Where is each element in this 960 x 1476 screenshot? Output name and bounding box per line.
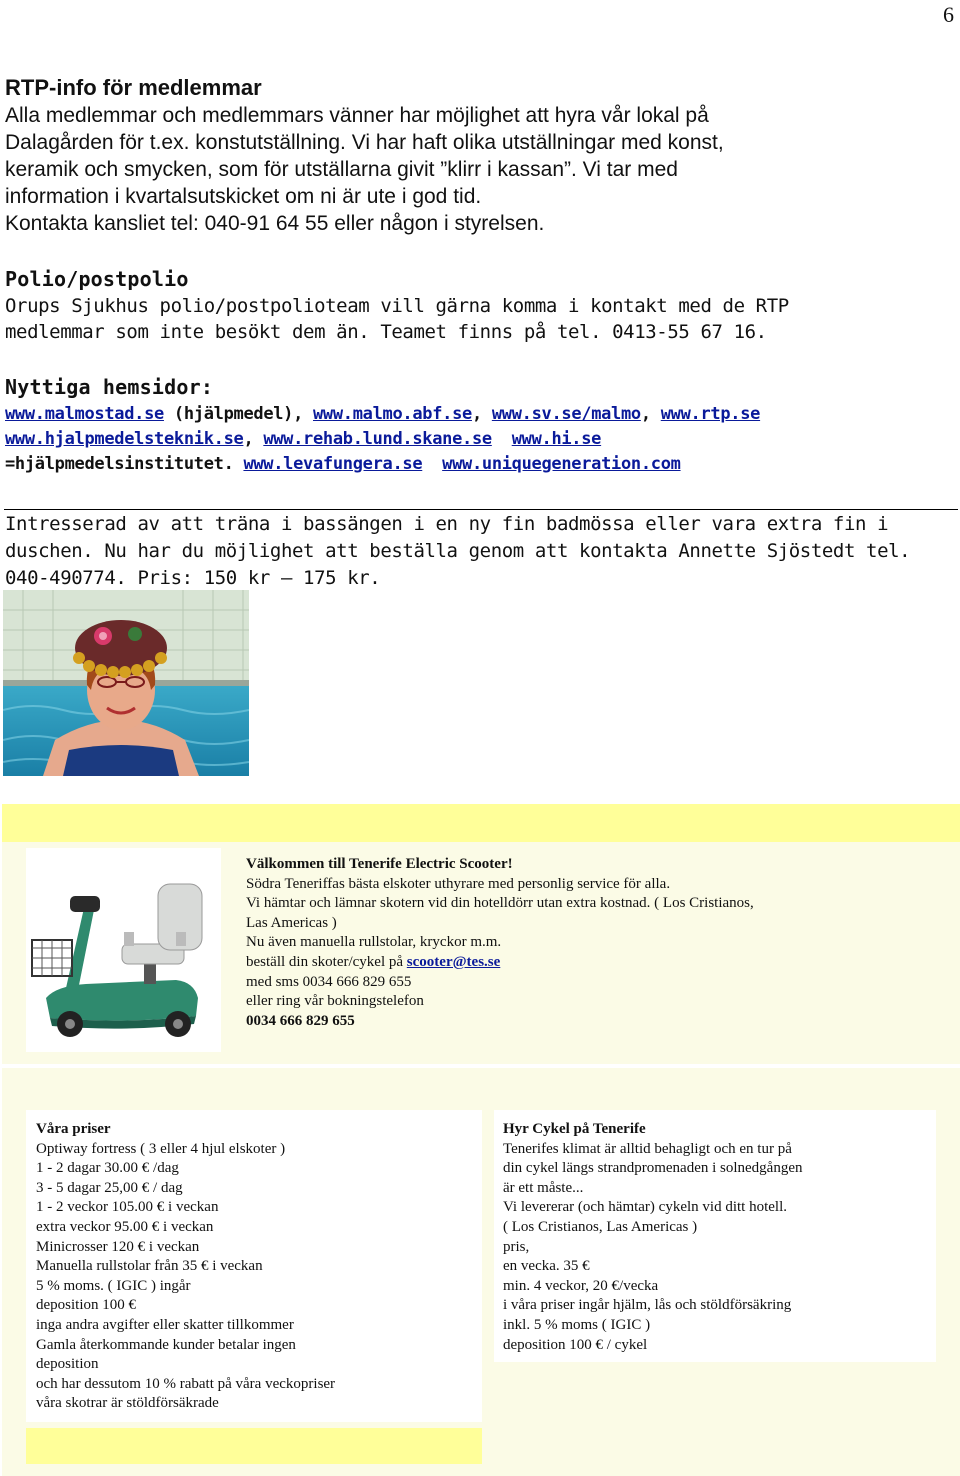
scooter-ad-order-line: [246, 953, 958, 973]
links-line: [5, 402, 955, 427]
link-sep: ,: [471, 404, 492, 424]
swim-cap-line: duschen. Nu har du möjlighet att beställa genom att kontakta Annette Sjöstedt tel.: [5, 540, 911, 562]
link-sv-malmo[interactable]: www.sv.se/malmo: [491, 404, 641, 424]
price-line: deposition 100 €: [36, 1297, 136, 1314]
link-malmostad[interactable]: www.malmostad.se: [5, 404, 164, 424]
price-line: Minicrosser 120 € i veckan: [36, 1238, 200, 1255]
bike-line: i våra priser ingår hjälm, lås och stöldförsäkring: [503, 1297, 792, 1314]
scooter-icon: [26, 848, 221, 1052]
bike-line: Vi levererar (och hämtar) cykeln vid ditt hotell.: [503, 1199, 787, 1216]
bike-line: ( Los Cristianos, Las Americas ): [503, 1218, 698, 1235]
swim-cap-line: Intresserad av att träna i bassängen i en ny fin badmössa eller vara extra fin i: [5, 513, 889, 535]
scooter-ad-line: Nu även manuella rullstolar, kryckor m.m.: [246, 934, 502, 951]
link-hi[interactable]: www.hi.se: [511, 429, 602, 449]
scooter-image-frame: [26, 848, 221, 1052]
links-section: [5, 374, 955, 477]
link-uniquegeneration[interactable]: www.uniquegeneration.com: [442, 454, 681, 474]
price-line: 3 - 5 dagar 25,00 € / dag: [36, 1179, 183, 1196]
links-heading: Nyttiga hemsidor:: [5, 375, 214, 399]
link-sep: ,: [243, 429, 264, 449]
bike-text: [503, 1120, 935, 1355]
price-line: Manuella rullstolar från 35 € i veckan: [36, 1258, 263, 1275]
link-hjalpmedelsteknik[interactable]: www.hjalpmedelsteknik.se: [5, 429, 244, 449]
price-line: och har dessutom 10 % rabatt på våra veckopriser: [36, 1375, 336, 1392]
scooter-phone: 0034 666 829 655: [246, 1012, 355, 1029]
bike-line: Tenerifes klimat är alltid behagligt och en tur på: [503, 1140, 792, 1157]
price-line: 5 % moms. ( IGIC ) ingår: [36, 1277, 191, 1294]
rtp-info-line: information i kvartalsutskicket om ni är ute i god tid.: [5, 185, 482, 208]
rtp-info-line: keramik och smycken, som för utställarna givit ”klirr i kassan”. Vi tar med: [5, 158, 678, 181]
polio-line: Orups Sjukhus polio/postpolioteam vill gärna komma i kontakt med de RTP: [5, 295, 789, 317]
link-rtp[interactable]: www.rtp.se: [660, 404, 761, 424]
prices-heading: Våra priser: [36, 1121, 111, 1137]
price-line: 1 - 2 veckor 105.00 € i veckan: [36, 1199, 219, 1216]
scooter-ad-line: med sms 0034 666 829 655: [246, 973, 412, 990]
bike-line: inkl. 5 % moms ( IGIC ): [503, 1316, 651, 1333]
swim-cap-line: 040-490774. Pris: 150 kr – 175 kr.: [5, 567, 381, 589]
price-line: Gamla återkommande kunder betalar ingen: [36, 1336, 296, 1353]
bike-line: en vecka. 35 €: [503, 1258, 590, 1275]
polio-section: [5, 266, 955, 345]
price-line: 1 - 2 dagar 30.00 € /dag: [36, 1160, 179, 1177]
polio-line: medlemmar som inte besökt dem än. Teamet finns på tel. 0413-55 67 16.: [5, 321, 767, 343]
price-line: inga andra avgifter eller skatter tillkommer: [36, 1316, 294, 1333]
scooter-ad-line: Södra Teneriffas bästa elskoter uthyrare med personlig service för alla.: [246, 875, 671, 892]
link-text: (hjälpmedel),: [163, 404, 313, 424]
swim-cap-section: [5, 511, 960, 592]
price-line: våra skotrar är stöldförsäkrade: [36, 1395, 219, 1412]
ad-divider-strip: [2, 1068, 960, 1108]
link-rehab-lund[interactable]: www.rehab.lund.skane.se: [263, 429, 492, 449]
scooter-ad-line: eller ring vår bokningstelefon: [246, 993, 424, 1010]
link-sep: ,: [640, 404, 661, 424]
rtp-info-section: [5, 74, 955, 237]
prices-footer-strip: [26, 1428, 482, 1464]
scooter-ad-text: [246, 855, 958, 1031]
bike-heading: Hyr Cykel på Tenerife: [503, 1121, 646, 1137]
price-line: extra veckor 95.00 € i veckan: [36, 1218, 214, 1235]
scooter-ad-line: Las Americas ): [246, 914, 337, 931]
price-line: deposition: [36, 1356, 99, 1373]
scooter-ad-heading: Välkommen till Tenerife Electric Scooter!: [246, 856, 513, 872]
price-line: Optiway fortress ( 3 eller 4 hjul elskoter ): [36, 1140, 286, 1157]
link-levafungera[interactable]: www.levafungera.se: [243, 454, 423, 474]
bike-line: din cykel längs strandpromenaden i solnedgången: [503, 1160, 803, 1177]
horizontal-rule: [4, 509, 958, 510]
links-line: [5, 452, 955, 477]
scooter-email-link[interactable]: scooter@tes.se: [406, 953, 501, 970]
ad-banner-strip: [2, 804, 960, 842]
swimming-woman-photo: [3, 590, 249, 776]
swimming-woman-image: [3, 590, 249, 776]
rtp-info-line: Kontakta kansliet tel: 040-91 64 55 eller någon i styrelsen.: [5, 212, 545, 235]
rtp-info-heading: RTP-info för medlemmar: [5, 75, 262, 100]
links-line: [5, 427, 955, 452]
bike-line: deposition 100 € / cykel: [503, 1336, 648, 1353]
page-number: 6: [943, 2, 954, 27]
rtp-info-line: Dalagården för t.ex. konstutställning. Vi har haft olika utställningar med konst,: [5, 131, 724, 154]
rtp-info-line: Alla medlemmar och medlemmars vänner har möjlighet att hyra vår lokal på: [5, 104, 709, 127]
bike-line: min. 4 veckor, 20 €/vecka: [503, 1277, 659, 1294]
link-malmo-abf[interactable]: www.malmo.abf.se: [313, 404, 472, 424]
bike-line: pris,: [503, 1238, 530, 1255]
prices-text: [36, 1120, 480, 1414]
link-text: =hjälpmedelsinstitutet.: [5, 454, 244, 474]
polio-heading: Polio/postpolio: [5, 267, 189, 291]
scooter-order-text: beställ din skoter/cykel på: [246, 953, 407, 970]
scooter-ad-line: Vi hämtar och lämnar skotern vid din hotelldörr utan extra kostnad. ( Los Cristianos,: [246, 895, 754, 912]
bike-line: är ett måste...: [503, 1179, 584, 1196]
